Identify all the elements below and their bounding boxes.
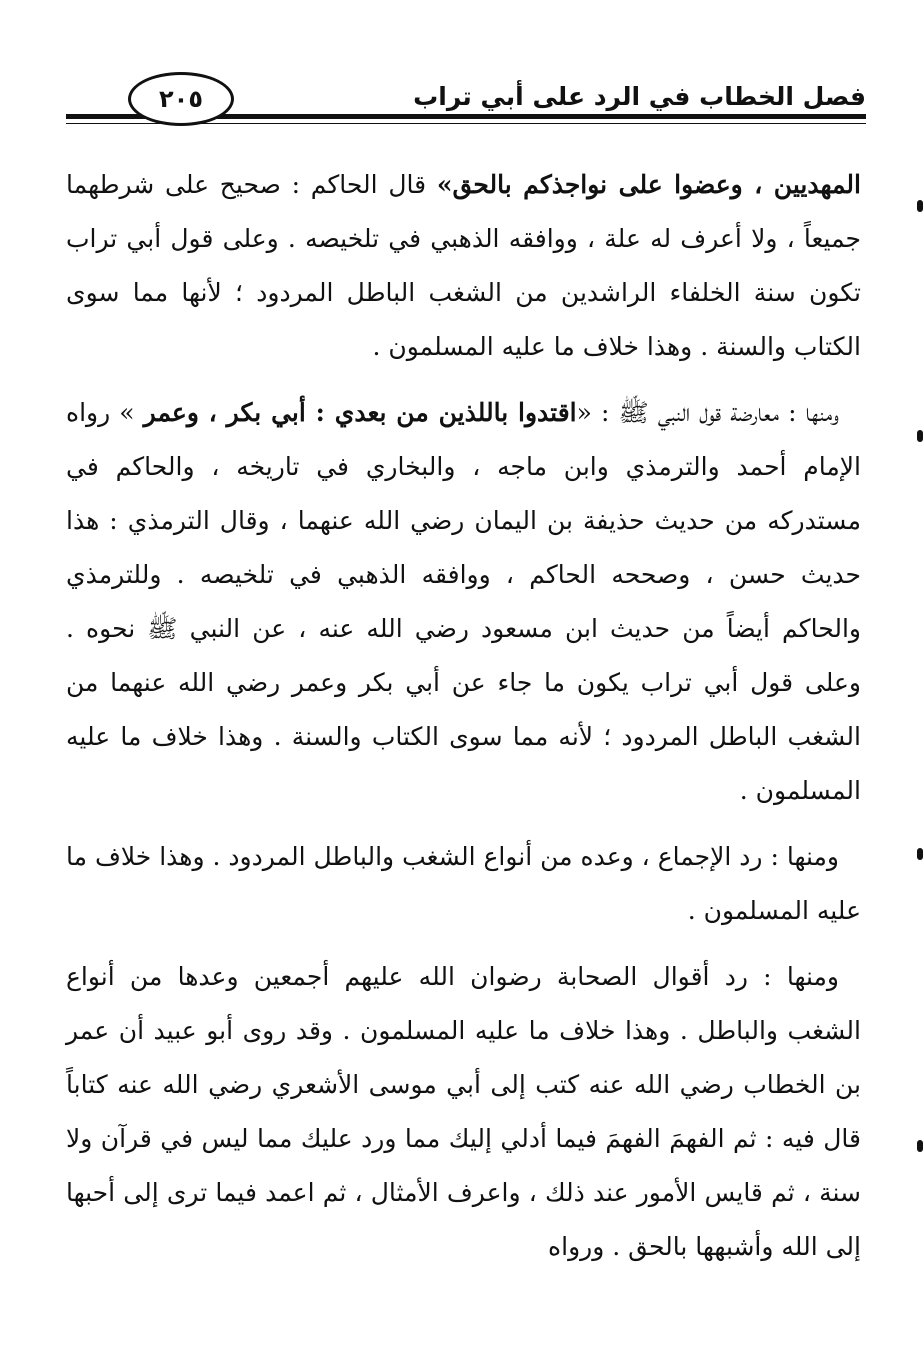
margin-mark: [917, 848, 923, 860]
paragraph-4: [66, 950, 861, 1274]
page-header: [66, 68, 866, 128]
paragraph-2: [66, 386, 861, 818]
paragraph-4-text: ومنها : رد أقوال الصحابة رضوان الله عليهم أجمعين وعدها من أنواع الشغب والباطل . وهذا خلاف ما عليه المسلمون . وقد روى أبو عبيد أن عمر بن الخطاب رضي الله عنه كتب إلى أبي موسى الأشعري رضي الله عنه كتاباً قال فيه : ثم الفهمَ الفهمَ فيما أدلي إليك مما ورد عليك مما ليس في قرآن ولا سنة ، ثم قايس الأمور عند ذلك ، واعرف الأمثال ، ثم اعمد فيما ترى إلى أحبها إلى الله وأشبهها بالحق . ورواه: [66, 962, 861, 1261]
margin-mark: [917, 430, 923, 442]
margin-mark: [917, 200, 923, 212]
paragraph-3: [66, 830, 861, 938]
running-title: فصل الخطاب في الرد على أبي تراب: [413, 82, 866, 111]
paragraph-2-bold: اقتدوا باللذين من بعدي : أبي بكر ، وعمر: [143, 398, 577, 427]
paragraph-2-pre: ومنها : معارضة قول النبي ﷺ : «: [576, 398, 839, 427]
page-number: ٢٠٥: [159, 85, 203, 113]
paragraph-2-text: » رواه الإمام أحمد والترمذي وابن ماجه ، والبخاري في تاريخه ، والحاكم في مستدركه من حديث حذيفة بن اليمان رضي الله عنهما ، وقال الترمذي : هذا حديث حسن ، وصححه الحاكم ، ووافقه الذهبي في تلخيصه . وللترمذي والحاكم أيضاً من حديث ابن مسعود رضي الله عنه ، عن النبي ﷺ نحوه . وعلى قول أبي تراب يكون ما جاء عن أبي بكر وعمر رضي الله عنهما من الشغب الباطل المردود ؛ لأنه مما سوى الكتاب والسنة . وهذا خلاف ما عليه المسلمون .: [66, 398, 861, 805]
paragraph-1-bold: المهديين ، وعضوا على نواجذكم بالحق»: [436, 170, 861, 199]
page-body: [66, 158, 861, 1274]
paragraph-1-text: قال الحاكم : صحيح على شرطهما جميعاً ، ولا أعرف له علة ، ووافقه الذهبي في تلخيصه . وعلى قول أبي تراب تكون سنة الخلفاء الراشدين من الشغب الباطل المردود ؛ لأنها مما سوى الكتاب والسنة . وهذا خلاف ما عليه المسلمون .: [66, 170, 861, 361]
margin-mark: [917, 1140, 923, 1152]
paragraph-1: [66, 158, 861, 374]
page-number-badge: [128, 72, 234, 126]
paragraph-3-text: ومنها : رد الإجماع ، وعده من أنواع الشغب والباطل المردود . وهذا خلاف ما عليه المسلمون .: [66, 842, 861, 925]
